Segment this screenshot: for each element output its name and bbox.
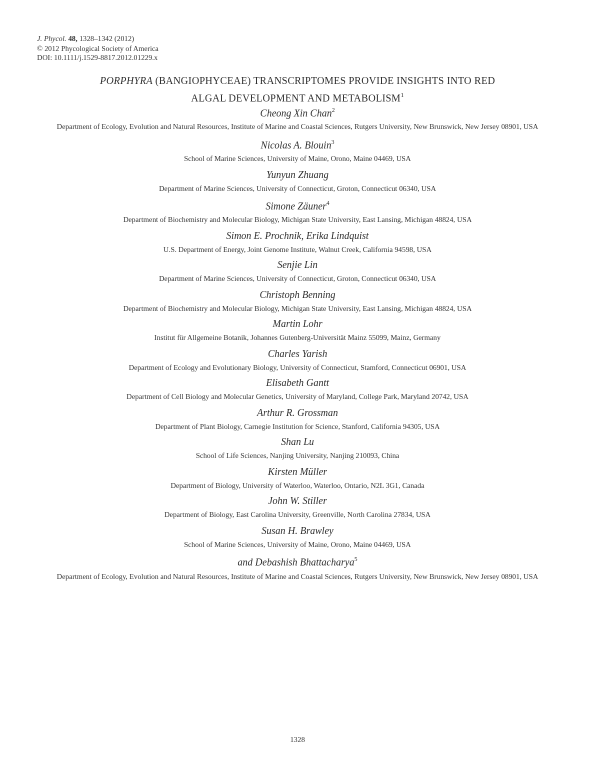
- author-name: [0, 137, 595, 152]
- author-name-text: Simone Zäuner: [265, 201, 327, 213]
- author-affiliation: Department of Ecology, Evolution and Natural Resources, Institute of Marine and Coastal Sciences, Rutgers University, New Brunswick, New Jersey 08901, USA: [56, 122, 539, 132]
- journal-name: J. Phycol.: [37, 34, 67, 43]
- author-name: [0, 105, 595, 120]
- author-block: [0, 348, 595, 374]
- author-name-text: and Debashish Bhattacharya: [237, 557, 355, 569]
- author-affiliation: School of Marine Sciences, University of Maine, Orono, Maine 04469, USA: [183, 154, 412, 164]
- title-footnote-mark: 1: [400, 91, 405, 99]
- author-footnote-mark: 4: [326, 201, 330, 208]
- author-affiliation: Department of Marine Sciences, University of Connecticut, Groton, Connecticut 06340, USA: [158, 183, 437, 193]
- author-affiliation: Department of Ecology and Evolutionary Biology, University of Connecticut, Stamford, Connecticut 06901, USA: [128, 362, 467, 372]
- author-affiliation: Department of Biochemistry and Molecular Biology, Michigan State University, East Lansing, Michigan 48824, USA: [123, 215, 472, 225]
- author-name-text: John W. Stiller: [268, 496, 327, 508]
- author-block: [0, 289, 595, 315]
- author-name: [0, 348, 595, 361]
- title-line-1: [0, 75, 595, 89]
- author-footnote-mark: 5: [354, 557, 358, 564]
- author-name-text: Shan Lu: [280, 437, 315, 449]
- author-name: [0, 169, 595, 182]
- author-name: [0, 289, 595, 302]
- author-affiliation: School of Life Sciences, Nanjing University, Nanjing 210093, China: [195, 451, 400, 461]
- author-block: [0, 105, 595, 133]
- author-affiliation: Department of Plant Biology, Carnegie Institution for Science, Stanford, California 94305, USA: [155, 421, 440, 431]
- author-name-text: Arthur R. Grossman: [256, 407, 339, 419]
- author-name: [0, 466, 595, 479]
- author-name-text: Simon E. Prochnik, Erika Lindquist: [226, 230, 369, 242]
- author-block: [0, 230, 595, 256]
- author-affiliation: Department of Ecology, Evolution and Natural Resources, Institute of Marine and Coastal Sciences, Rutgers University, New Brunswick, New Jersey 08901, USA: [56, 571, 539, 581]
- author-footnote-mark: 2: [331, 108, 335, 114]
- author-affiliation: U.S. Department of Energy, Joint Genome Institute, Walnut Creek, California 94598, USA: [163, 244, 432, 254]
- author-block: [0, 495, 595, 521]
- author-block: [0, 259, 595, 285]
- author-block: [0, 318, 595, 344]
- author-name-text: Elisabeth Gantt: [265, 378, 330, 390]
- author-name-text: Yunyun Zhuang: [266, 169, 329, 181]
- author-name-text: Martin Lohr: [272, 319, 323, 331]
- author-name: [0, 377, 595, 390]
- author-block: [0, 554, 595, 582]
- author-affiliation: Department of Biology, East Carolina University, Greenville, North Carolina 27834, USA: [164, 510, 431, 520]
- copyright-line: © 2012 Phycological Society of America: [37, 43, 159, 53]
- author-name-text: Senjie Lin: [277, 260, 318, 272]
- author-list: [0, 105, 595, 586]
- author-block: [0, 436, 595, 462]
- doi-line: DOI: 10.1111/j.1529-8817.2012.01229.x: [37, 53, 158, 63]
- article-title: [0, 75, 595, 105]
- journal-header: [37, 34, 159, 63]
- author-block: [0, 169, 595, 195]
- journal-volume: 48,: [68, 34, 78, 43]
- author-name-text: Christoph Benning: [259, 289, 336, 301]
- title-line-1-rest: (BANGIOPHYCEAE) TRANSCRIPTOMES PROVIDE INSIGHTS INTO RED: [152, 76, 496, 87]
- author-affiliation: Department of Marine Sciences, University of Connecticut, Groton, Connecticut 06340, USA: [158, 274, 437, 284]
- author-name: [0, 495, 595, 508]
- author-affiliation: Institut für Allgemeine Botanik, Johannes Gutenberg-Universität Mainz 55099, Mainz, Germany: [154, 333, 441, 343]
- author-name-text: Susan H. Brawley: [261, 525, 334, 537]
- author-name: [0, 230, 595, 243]
- author-name-text: Cheong Xin Chan: [260, 108, 332, 120]
- author-block: [0, 137, 595, 165]
- author-block: [0, 407, 595, 433]
- author-block: [0, 525, 595, 551]
- page-number: 1328: [290, 735, 305, 744]
- author-name: [0, 198, 595, 213]
- journal-pages: 1328–1342 (2012): [79, 34, 135, 43]
- author-name: [0, 525, 595, 538]
- author-affiliation: Department of Biochemistry and Molecular Biology, Michigan State University, East Lansing, Michigan 48824, USA: [123, 303, 472, 313]
- author-name: [0, 554, 595, 569]
- title-line-2: [0, 89, 595, 106]
- author-name: [0, 436, 595, 449]
- author-footnote-mark: 3: [331, 139, 335, 146]
- author-name-text: Kirsten Müller: [267, 466, 328, 478]
- title-line-2-text: ALGAL DEVELOPMENT AND METABOLISM: [190, 92, 401, 104]
- author-name-text: Charles Yarish: [267, 348, 328, 360]
- author-affiliation: Department of Cell Biology and Molecular Genetics, University of Maryland, College Park, Maryland 20742, USA: [126, 392, 469, 402]
- author-block: [0, 198, 595, 226]
- author-name: [0, 259, 595, 272]
- author-name: [0, 407, 595, 420]
- author-block: [0, 466, 595, 492]
- title-genus: PORPHYRA: [99, 76, 153, 87]
- author-name-text: Nicolas A. Blouin: [260, 140, 332, 152]
- author-affiliation: School of Marine Sciences, University of Maine, Orono, Maine 04469, USA: [183, 539, 412, 549]
- author-name: [0, 318, 595, 331]
- author-block: [0, 377, 595, 403]
- author-affiliation: Department of Biology, University of Waterloo, Waterloo, Ontario, N2L 3G1, Canada: [170, 480, 425, 490]
- citation-line: [37, 34, 159, 44]
